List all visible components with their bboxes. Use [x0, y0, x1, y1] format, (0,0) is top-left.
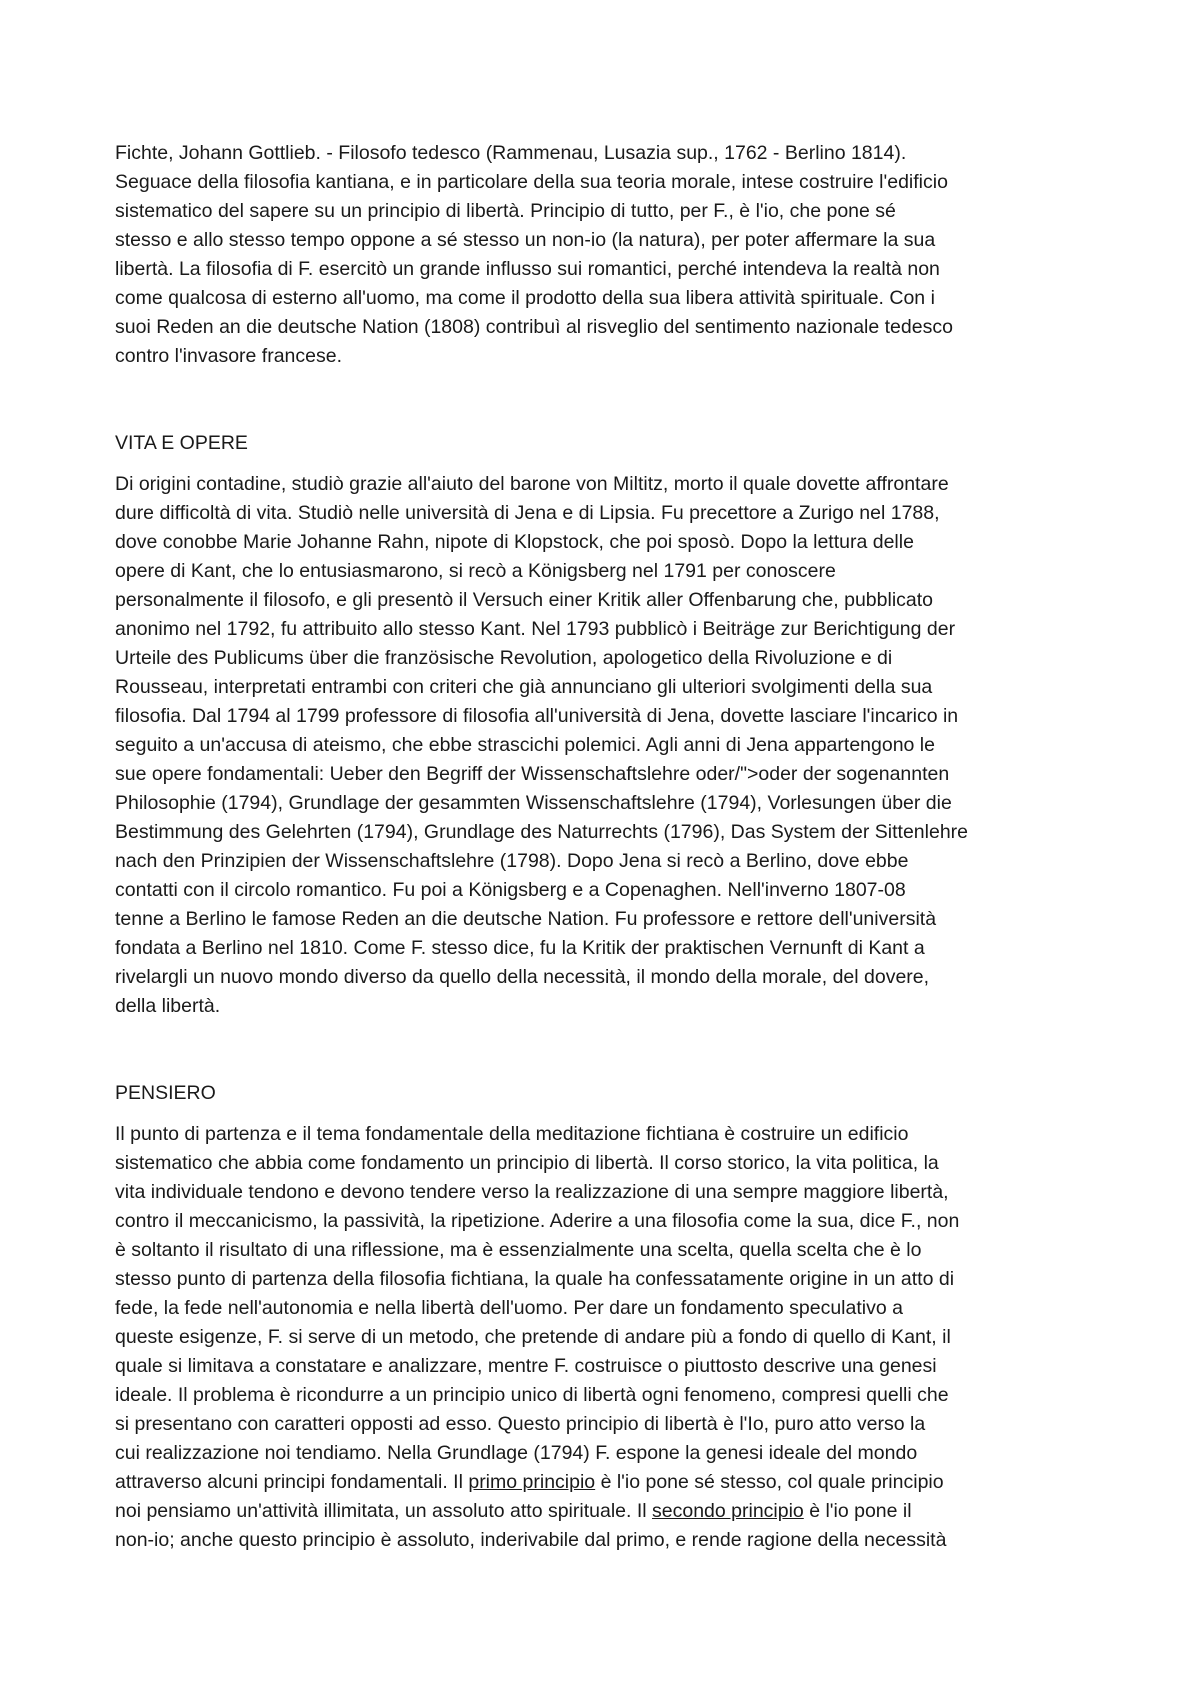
- vita-paragraph: [115, 470, 1095, 1021]
- text-line: Rousseau, interpretati entrambi con criteri che già annunciano gli ulteriori svolgimenti della sua: [115, 676, 933, 698]
- text-line: vita individuale tendono e devono tendere verso la realizzazione di una sempre maggiore libertà,: [115, 1181, 949, 1203]
- text-line: personalmente il filosofo, e gli presentò il Versuch einer Kritik aller Offenbarung che, pubblicato: [115, 589, 934, 611]
- text-line: queste esigenze, F. si serve di un metodo, che pretende di andare più a fondo di quello di Kant, il: [115, 1326, 951, 1348]
- text-line: Philosophie (1794), Grundlage der gesammten Wissenschaftslehre (1794), Vorlesungen über die: [115, 792, 952, 814]
- text-segment: è l'io pone il: [803, 1500, 912, 1522]
- secondo-principio-link[interactable]: secondo principio: [652, 1500, 804, 1522]
- text-line: [115, 1497, 1095, 1526]
- text-line: nach den Prinzipien der Wissenschaftslehre (1798). Dopo Jena si recò a Berlino, dove ebbe: [115, 850, 909, 872]
- text-line: Seguace della filosofia kantiana, e in particolare della sua teoria morale, intese costruire l'edificio: [115, 171, 948, 193]
- text-line: dove conobbe Marie Johanne Rahn, nipote di Klopstock, che poi sposò. Dopo la lettura delle: [115, 531, 914, 553]
- text-line: contatti con il circolo romantico. Fu poi a Königsberg e a Copenaghen. Nell'inverno 1807-08: [115, 879, 906, 901]
- text-segment: attraverso alcuni principi fondamentali. Il: [115, 1471, 469, 1493]
- text-line: ideale. Il problema è ricondurre a un principio unico di libertà ogni fenomeno, compresi quelli che: [115, 1384, 949, 1406]
- text-line: quale si limitava a constatare e analizzare, mentre F. costruisce o piuttosto descrive una genesi: [115, 1355, 937, 1377]
- text-line: Bestimmung des Gelehrten (1794), Grundlage des Naturrechts (1796), Das System der Sittenlehre: [115, 821, 969, 843]
- text-line: anonimo nel 1792, fu attribuito allo stesso Kant. Nel 1793 pubblicò i Beiträge zur Berichtigung der: [115, 618, 956, 640]
- text-line: sistematico che abbia come fondamento un principio di libertà. Il corso storico, la vita politica, la: [115, 1152, 939, 1174]
- text-line: Fichte, Johann Gottlieb. - Filosofo tedesco (Rammenau, Lusazia sup., 1762 - Berlino 1814).: [115, 142, 907, 164]
- text-line: come qualcosa di esterno all'uomo, ma come il prodotto della sua libera attività spirituale. Con i: [115, 287, 935, 309]
- text-segment: noi pensiamo un'attività illimitata, un assoluto atto spirituale. Il: [115, 1500, 653, 1522]
- text-line: filosofia. Dal 1794 al 1799 professore di filosofia all'università di Jena, dovette lasciare l'incarico in: [115, 705, 959, 727]
- text-line: sistematico del sapere su un principio di libertà. Principio di tutto, per F., è l'io, che pone sé: [115, 200, 896, 222]
- text-line: contro l'invasore francese.: [115, 345, 343, 367]
- section-heading-vita: VITA E OPERE: [115, 432, 248, 454]
- intro-paragraph: [115, 139, 1095, 371]
- text-line: si presentano con caratteri opposti ad esso. Questo principio di libertà è l'Io, puro atto verso la: [115, 1413, 926, 1435]
- text-line: stesso e allo stesso tempo oppone a sé stesso un non-io (la natura), per poter affermare la sua: [115, 229, 936, 251]
- text-line: della libertà.: [115, 995, 221, 1017]
- primo-principio-link[interactable]: primo principio: [468, 1471, 596, 1493]
- text-line: fede, la fede nell'autonomia e nella libertà dell'uomo. Per dare un fondamento speculativo a: [115, 1297, 903, 1319]
- text-line: non-io; anche questo principio è assoluto, inderivabile dal primo, e rende ragione della necessità: [115, 1529, 947, 1551]
- pensiero-paragraph: [115, 1120, 1095, 1555]
- document-page: [115, 139, 1095, 1555]
- text-line: rivelargli un nuovo mondo diverso da quello della necessità, il mondo della morale, del dovere,: [115, 966, 930, 988]
- text-line: tenne a Berlino le famose Reden an die deutsche Nation. Fu professore e rettore dell'università: [115, 908, 937, 930]
- text-line: contro il meccanicismo, la passività, la ripetizione. Aderire a una filosofia come la sua, dice F., non: [115, 1210, 960, 1232]
- text-line: opere di Kant, che lo entusiasmarono, si recò a Königsberg nel 1791 per conoscere: [115, 560, 836, 582]
- text-segment: è l'io pone sé stesso, col quale principio: [595, 1471, 944, 1493]
- text-line: libertà. La filosofia di F. esercitò un grande influsso sui romantici, perché intendeva la realtà non: [115, 258, 940, 280]
- text-line: stesso punto di partenza della filosofia fichtiana, la quale ha confessatamente origine in un atto di: [115, 1268, 955, 1290]
- text-line: Urteile des Publicums über die französische Revolution, apologetico della Rivoluzione e di: [115, 647, 893, 669]
- text-line: seguito a un'accusa di ateismo, che ebbe strascichi polemici. Agli anni di Jena appartengono le: [115, 734, 935, 756]
- section-heading-pensiero: PENSIERO: [115, 1082, 216, 1104]
- text-line: [115, 1468, 1095, 1497]
- text-line: dure difficoltà di vita. Studiò nelle università di Jena e di Lipsia. Fu precettore a Zurigo nel 1788,: [115, 502, 940, 524]
- text-line: Di origini contadine, studiò grazie all'aiuto del barone von Miltitz, morto il quale dovette affrontare: [115, 473, 949, 495]
- text-line: suoi Reden an die deutsche Nation (1808) contribuì al risveglio del sentimento nazionale tedesco: [115, 316, 953, 338]
- text-line: sue opere fondamentali: Ueber den Begriff der Wissenschaftslehre oder/">oder der sogenannten: [115, 763, 950, 785]
- text-line: Il punto di partenza e il tema fondamentale della meditazione fichtiana è costruire un edificio: [115, 1123, 909, 1145]
- text-line: fondata a Berlino nel 1810. Come F. stesso dice, fu la Kritik der praktischen Vernunft di Kant a: [115, 937, 925, 959]
- text-line: cui realizzazione noi tendiamo. Nella Grundlage (1794) F. espone la genesi ideale del mondo: [115, 1442, 918, 1464]
- text-line: è soltanto il risultato di una riflessione, ma è essenzialmente una scelta, quella scelta che è lo: [115, 1239, 922, 1261]
